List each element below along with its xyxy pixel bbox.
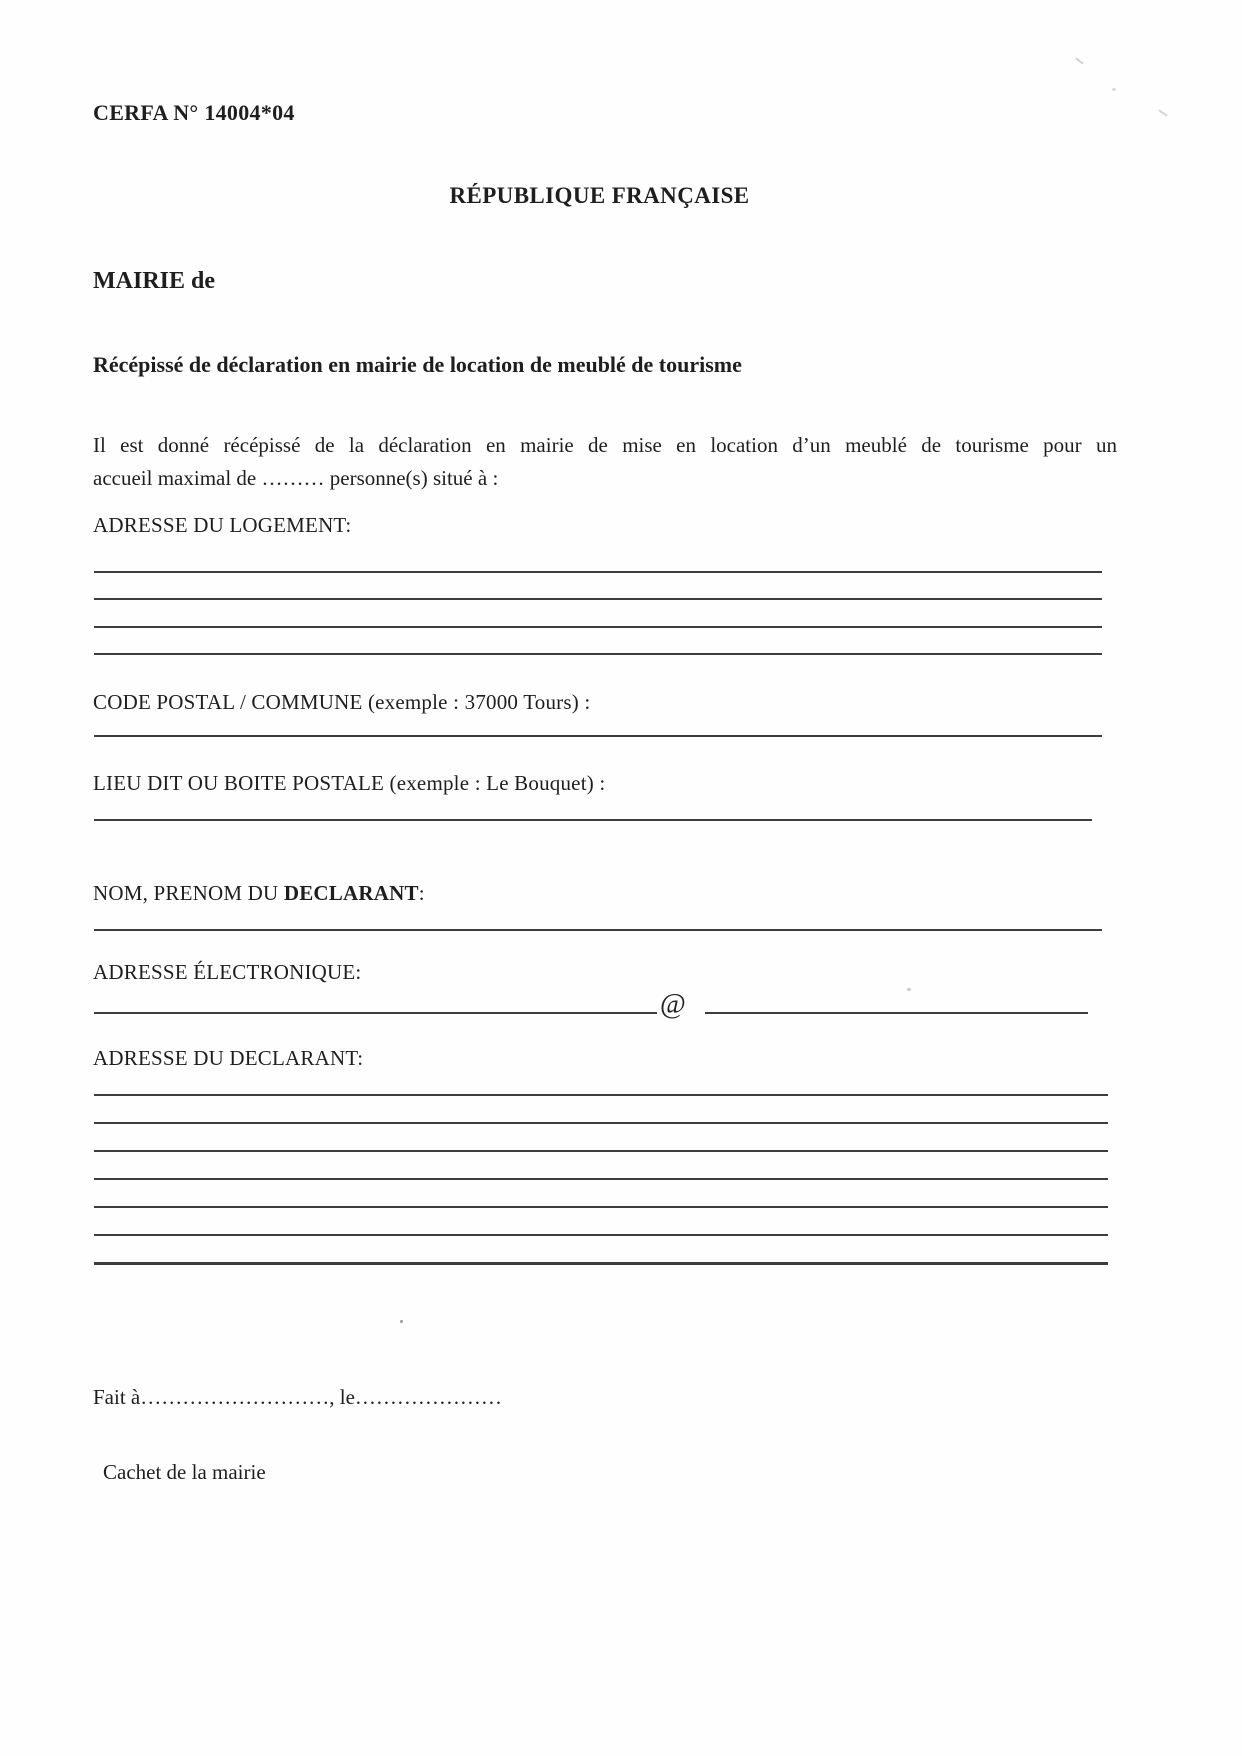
- ruled-line-lieu-dit: [94, 819, 1092, 821]
- ruled-line-postal: [94, 735, 1102, 737]
- scan-artifact: [907, 988, 911, 991]
- ruled-line-housing-1: [94, 571, 1102, 573]
- lieu-dit-label: LIEU DIT OU BOITE POSTALE (exemple : Le Bouquet) :: [93, 771, 606, 795]
- declarant-address-label: ADRESSE DU DECLARANT:: [93, 1046, 364, 1070]
- address-housing-label: ADRESSE DU LOGEMENT:: [93, 513, 352, 537]
- ruled-line-declarant-addr-4: [94, 1178, 1108, 1180]
- date-place-line: Fait à………………………, le…………………: [93, 1385, 502, 1409]
- scan-artifact: [400, 1320, 403, 1323]
- ruled-line-declarant-addr-3: [94, 1150, 1108, 1152]
- republic-title: RÉPUBLIQUE FRANÇAISE: [449, 183, 750, 208]
- scan-artifact: [1075, 57, 1083, 64]
- intro-line-2: accueil maximal de ……… personne(s) situé à :: [93, 466, 499, 490]
- mairie-label: MAIRIE de: [93, 268, 216, 294]
- at-symbol: @: [660, 989, 686, 1020]
- ruled-line-declarant-addr-1: [94, 1094, 1108, 1096]
- ruled-line-email-right: [705, 1012, 1088, 1014]
- ruled-line-housing-2: [94, 598, 1102, 600]
- ruled-line-declarant-name: [94, 929, 1102, 931]
- postal-commune-label: CODE POSTAL / COMMUNE (exemple : 37000 Tours) :: [93, 690, 591, 714]
- ruled-line-declarant-addr-2: [94, 1122, 1108, 1124]
- declarant-name-prefix: NOM, PRENOM DU: [93, 881, 284, 905]
- intro-paragraph: [93, 429, 1117, 495]
- intro-line-1: Il est donné récépissé de la déclaration en mairie de mise en location d’un meublé de tourisme pour un: [93, 433, 1117, 457]
- declarant-name-suffix: :: [418, 881, 425, 905]
- scan-artifact: [1158, 109, 1167, 116]
- email-write-line: [94, 984, 1102, 1020]
- stamp-label: Cachet de la mairie: [103, 1460, 266, 1484]
- ruled-line-housing-4: [94, 653, 1102, 655]
- declarant-name-emphasis: DECLARANT: [283, 881, 419, 905]
- ruled-line-declarant-addr-5: [94, 1206, 1108, 1208]
- scan-artifact: [1112, 88, 1116, 91]
- email-label: ADRESSE ÉLECTRONIQUE:: [93, 960, 362, 984]
- ruled-line-housing-3: [94, 626, 1102, 628]
- ruled-line-declarant-addr-7: [94, 1262, 1108, 1265]
- ruled-line-email-left: [94, 1012, 657, 1014]
- ruled-line-declarant-addr-6: [94, 1234, 1108, 1236]
- declarant-name-label: [93, 881, 425, 906]
- form-title: Récépissé de déclaration en mairie de location de meublé de tourisme: [93, 352, 742, 377]
- cerfa-number: CERFA N° 14004*04: [93, 100, 295, 125]
